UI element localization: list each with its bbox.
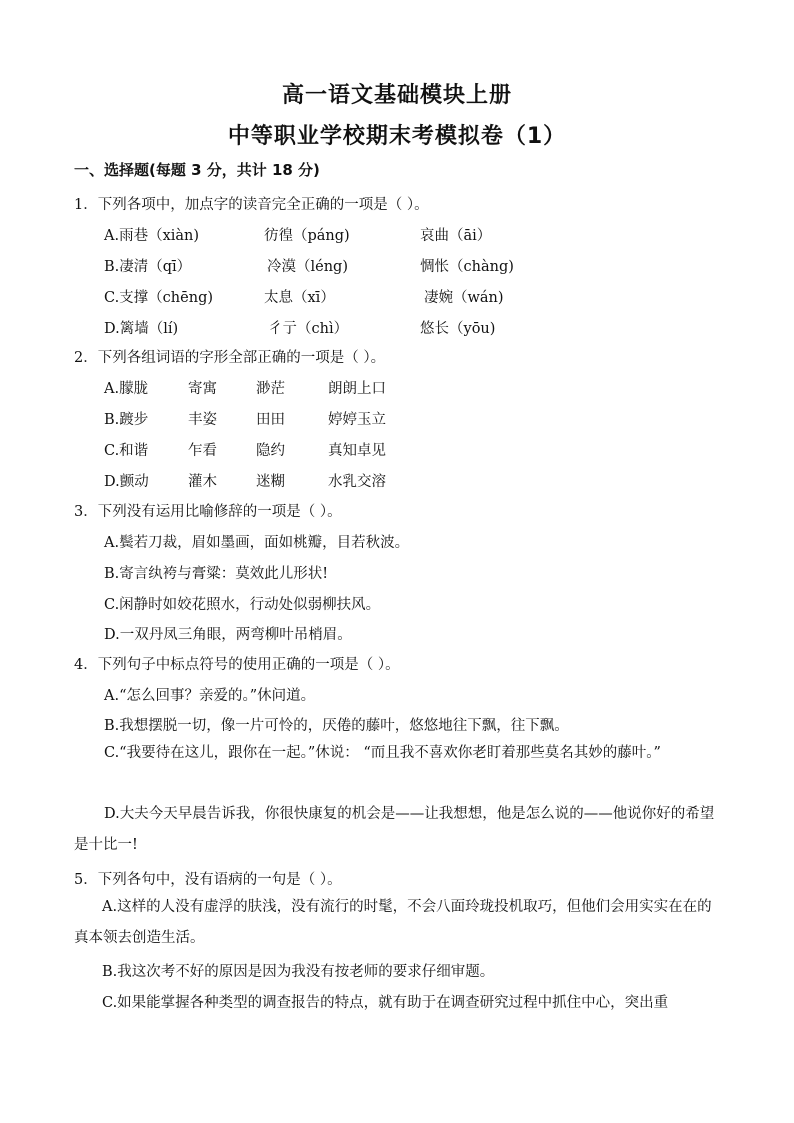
q3-option-b: B.寄言纨袴与膏粱：莫效此儿形状! bbox=[104, 566, 329, 582]
q5-option-b: B.我这次考不好的原因是因为我没有按老师的要求仔细审题。 bbox=[102, 964, 495, 980]
q4-option-b: B.我想摆脱一切，像一片可怜的，厌倦的藤叶，悠悠地往下飘，往下飘。 bbox=[104, 718, 569, 734]
question-4-stem: 4．下列句子中标点符号的使用正确的一项是（ ）。 bbox=[74, 657, 400, 673]
q2-option-b-3: 田田 bbox=[256, 412, 285, 428]
q2-option-d-3: 迷糊 bbox=[256, 474, 285, 490]
question-3-stem: 3．下列没有运用比喻修辞的一项是（ ）。 bbox=[74, 504, 342, 520]
q1-option-c-3: 凄婉（wán) bbox=[424, 290, 504, 306]
q2-option-a-3: 渺茫 bbox=[256, 381, 285, 397]
q1-option-d-3: 悠长（yōu) bbox=[420, 321, 496, 337]
q3-option-a: A.鬓若刀裁，眉如墨画，面如桃瓣，目若秋波。 bbox=[104, 535, 410, 551]
q2-option-d-4: 水乳交溶 bbox=[328, 474, 386, 490]
page-subtitle: 中等职业学校期末考模拟卷（1） bbox=[227, 124, 567, 149]
q3-option-c: C.闲静时如姣花照水，行动处似弱柳扶风。 bbox=[104, 597, 381, 613]
q5-option-a: A.这样的人没有虚浮的肤浅，没有流行的时髦，不会八面玲珑投机取巧，但他们会用实实在在的真本领去创造生活。 bbox=[74, 899, 712, 946]
q1-option-a-1: A.雨巷（xiàn) bbox=[104, 228, 200, 244]
q1-option-b-1: B.凄清（qī） bbox=[104, 259, 192, 275]
q4-option-d: D.大夫今天早晨告诉我，你很快康复的机会是——让我想想，他是怎么说的——他说你好的希望是十比一! bbox=[74, 806, 715, 853]
q1-option-b-3: 惆怅（chàng) bbox=[420, 259, 514, 275]
q1-option-c-2: 太息（xī） bbox=[264, 290, 335, 306]
q2-option-b-2: 丰姿 bbox=[188, 412, 217, 428]
q1-option-b-2: 冷漠（léng) bbox=[267, 259, 348, 275]
q2-option-a-2: 寄寓 bbox=[188, 381, 217, 397]
q1-option-d-1: D.篱墙（lí) bbox=[104, 321, 179, 337]
q2-option-a-4: 朗朗上口 bbox=[328, 381, 386, 397]
question-5-stem: 5．下列各句中，没有语病的一句是（ ）。 bbox=[74, 872, 342, 888]
page-title: 高一语文基础模块上册 bbox=[281, 83, 512, 108]
q4-option-c: C.“我要待在这儿，跟你在一起。”休说： “而且我不喜欢你老盯着那些莫名其妙的藤叶。” bbox=[104, 745, 661, 761]
question-2-stem: 2．下列各组词语的字形全部正确的一项是（ ）。 bbox=[74, 350, 386, 366]
q2-option-b-1: B.踱步 bbox=[104, 412, 149, 428]
q2-option-c-2: 乍看 bbox=[188, 443, 217, 459]
q2-option-b-4: 婷婷玉立 bbox=[328, 412, 386, 428]
q2-option-c-3: 隐约 bbox=[256, 443, 285, 459]
q2-option-c-4: 真知卓见 bbox=[328, 443, 386, 459]
q1-option-d-2: 彳亍（chì） bbox=[268, 321, 349, 337]
question-1-stem: 1．下列各项中，加点字的读音完全正确的一项是（ ）。 bbox=[74, 197, 429, 213]
q2-option-d-2: 灌木 bbox=[188, 474, 217, 490]
q1-option-c-1: C.支撑（chēng) bbox=[104, 290, 214, 306]
q5-option-c: C.如果能掌握各种类型的调查报告的特点，就有助于在调查研究过程中抓住中心，突出重 bbox=[102, 995, 669, 1011]
q3-option-d: D.一双丹凤三角眼，两弯柳叶吊梢眉。 bbox=[104, 627, 352, 643]
q1-option-a-3: 哀曲（āi） bbox=[420, 228, 492, 244]
q2-option-a-1: A.朦胧 bbox=[104, 381, 149, 397]
q4-option-a: A.“怎么回事？亲爱的。”休问道。 bbox=[104, 688, 316, 704]
q2-option-c-1: C.和谐 bbox=[104, 443, 149, 459]
section-heading: 一、选择题(每题 3 分，共计 18 分) bbox=[74, 161, 320, 179]
q1-option-a-2: 彷徨（páng) bbox=[264, 228, 350, 244]
q2-option-d-1: D.颤动 bbox=[104, 474, 149, 490]
